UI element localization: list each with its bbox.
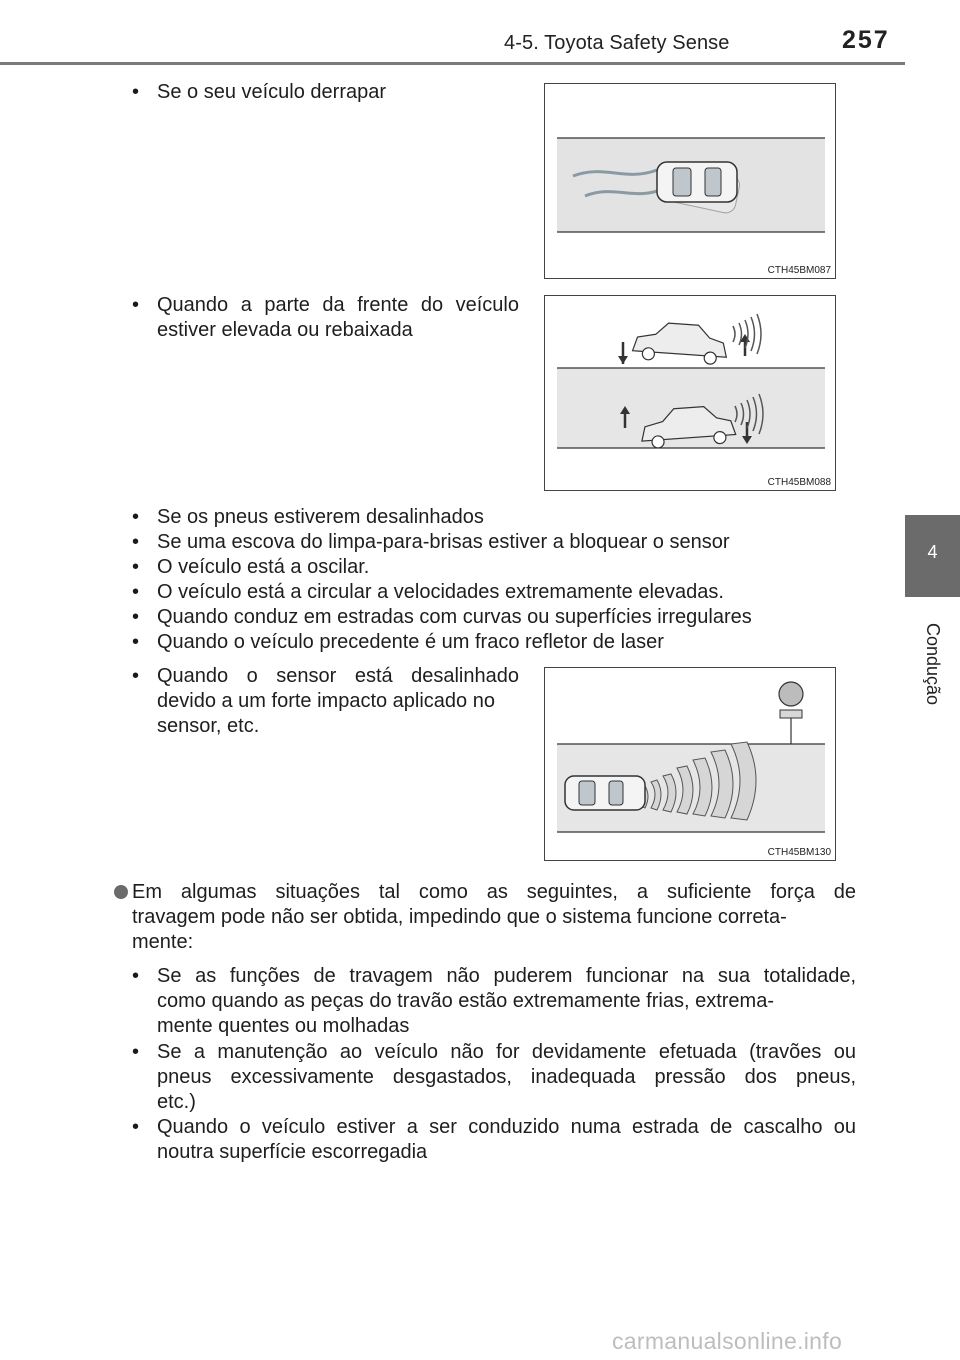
chapter-number: 4 — [927, 542, 938, 562]
bullet-reflector: Quando o veículo precedente é um fraco refletor de laser — [157, 631, 664, 653]
main-point-line1: Em algumas situações tal como as seguintes, a suficiente força de — [132, 881, 856, 903]
figure-pitch — [544, 295, 836, 491]
bullet-dot: • — [132, 81, 140, 103]
bullet-dot: • — [132, 556, 140, 578]
bullet-sensor-line2: devido a um forte impacto aplicado no — [157, 690, 495, 712]
bullet-dot: • — [132, 506, 140, 528]
bullet-skid: Se o seu veículo derrapar — [157, 81, 387, 103]
bullet-sensor-line3: sensor, etc. — [157, 715, 260, 737]
bullet-oscillating: O veículo está a oscilar. — [157, 556, 370, 578]
section-bullet-dot — [114, 885, 128, 899]
sub-bullet-1-line2: como quando as peças do travão estão extremamente frias, extrema- — [157, 990, 774, 1012]
sub-bullet-1-line3: mente quentes ou molhadas — [157, 1015, 410, 1037]
bullet-dot: • — [132, 631, 140, 653]
bullet-dot: • — [132, 581, 140, 603]
bullet-raised-line2: estiver elevada ou rebaixada — [157, 319, 413, 341]
sub-bullet-2-line3: etc.) — [157, 1091, 196, 1113]
bullet-dot: • — [132, 665, 140, 687]
bullet-tires: Se os pneus estiverem desalinhados — [157, 506, 484, 528]
bullet-dot: • — [132, 1041, 140, 1063]
skid-illustration — [545, 84, 835, 278]
figure-skid — [544, 83, 836, 279]
bullet-sensor-line1: Quando o sensor está desalinhado — [157, 665, 519, 687]
sensor-illustration — [545, 668, 835, 860]
main-point-line2: travagem pode não ser obtida, impedindo que o sistema funcione correta- — [132, 906, 787, 928]
bullet-raised-line1: Quando a parte da frente do veículo — [157, 294, 519, 316]
bullet-wiper: Se uma escova do limpa-para-brisas estiver a bloquear o sensor — [157, 531, 730, 553]
sub-bullet-3-line2: noutra superfície escorregadia — [157, 1141, 428, 1163]
bullet-dot: • — [132, 965, 140, 987]
sub-bullet-2-line2: pneus excessivamente desgastados, inadequada pressão dos pneus, — [157, 1066, 856, 1088]
watermark: carmanualsonline.info — [612, 1328, 843, 1354]
sub-bullet-2-line1: Se a manutenção ao veículo não for devidamente efetuada (travões ou — [157, 1041, 856, 1063]
chapter-label: Condução — [923, 622, 943, 706]
bullet-dot: • — [132, 531, 140, 553]
figure-caption: CTH45BM087 — [767, 265, 831, 276]
figure-caption: CTH45BM088 — [767, 477, 831, 488]
bullet-dot: • — [132, 606, 140, 628]
sub-bullet-3-line1: Quando o veículo estiver a ser conduzido numa estrada de cascalho ou — [157, 1116, 856, 1138]
sub-bullet-1-line1: Se as funções de travagem não puderem funcionar na sua totalidade, — [157, 965, 856, 987]
bullet-speed: O veículo está a circular a velocidades extremamente elevadas. — [157, 581, 724, 603]
section-title: 4-5. Toyota Safety Sense — [504, 32, 730, 54]
bullet-dot: • — [132, 1116, 140, 1138]
main-point-line3: mente: — [132, 931, 194, 953]
bullet-curves: Quando conduz em estradas com curvas ou superfícies irregulares — [157, 606, 752, 628]
bullet-dot: • — [132, 294, 140, 316]
header-rule — [0, 62, 905, 65]
figure-sensor — [544, 667, 836, 861]
pitch-illustration — [545, 296, 835, 490]
figure-caption: CTH45BM130 — [767, 847, 831, 858]
page-number: 257 — [842, 26, 890, 54]
chapter-tab — [905, 515, 960, 597]
